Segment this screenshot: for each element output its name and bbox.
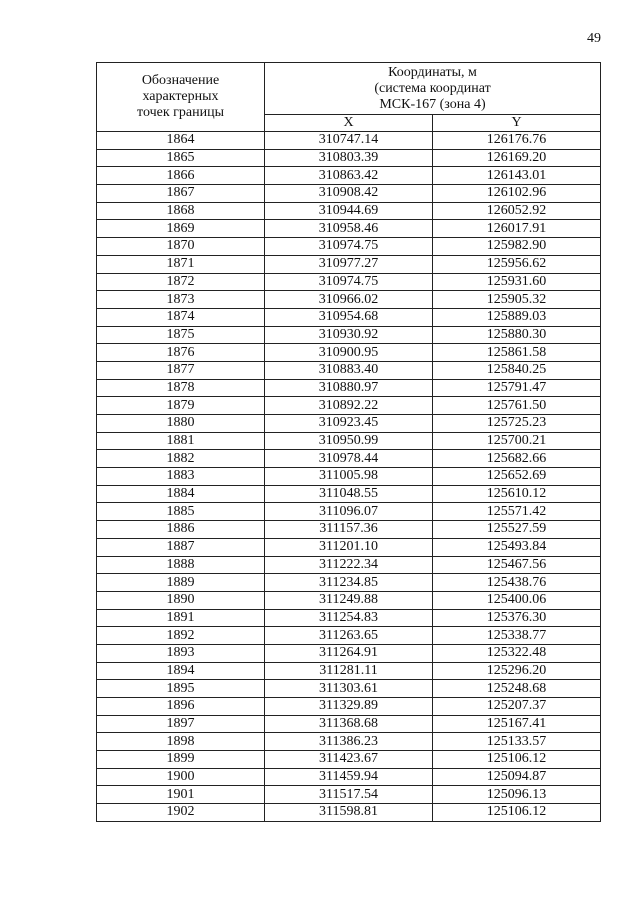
cell-point-id: 1866 (97, 167, 265, 185)
cell-point-id: 1871 (97, 255, 265, 273)
cell-x: 311201.10 (265, 538, 433, 556)
cell-y: 125096.13 (433, 786, 601, 804)
cell-y: 125167.41 (433, 715, 601, 733)
cell-point-id: 1880 (97, 415, 265, 433)
cell-y: 125493.84 (433, 538, 601, 556)
cell-x: 311234.85 (265, 574, 433, 592)
cell-y: 125094.87 (433, 768, 601, 786)
table-row (97, 804, 601, 822)
cell-y: 125106.12 (433, 804, 601, 822)
cell-x: 310900.95 (265, 344, 433, 362)
cell-point-id: 1896 (97, 698, 265, 716)
cell-point-id: 1887 (97, 538, 265, 556)
cell-point-id: 1874 (97, 308, 265, 326)
cell-y: 125467.56 (433, 556, 601, 574)
cell-point-id: 1893 (97, 644, 265, 662)
cell-point-id: 1901 (97, 786, 265, 804)
cell-x: 311222.34 (265, 556, 433, 574)
table-row (97, 308, 601, 326)
table-row (97, 556, 601, 574)
cell-y: 126143.01 (433, 167, 601, 185)
cell-y: 126169.20 (433, 149, 601, 167)
cell-y: 125610.12 (433, 485, 601, 503)
cell-y: 125791.47 (433, 379, 601, 397)
cell-x: 311157.36 (265, 521, 433, 539)
cell-point-id: 1892 (97, 627, 265, 645)
cell-point-id: 1868 (97, 202, 265, 220)
cell-x: 310892.22 (265, 397, 433, 415)
cell-y: 126052.92 (433, 202, 601, 220)
table-row (97, 680, 601, 698)
table-row (97, 344, 601, 362)
cell-y: 125880.30 (433, 326, 601, 344)
table-row (97, 503, 601, 521)
cell-point-id: 1891 (97, 609, 265, 627)
table-row (97, 521, 601, 539)
cell-point-id: 1886 (97, 521, 265, 539)
cell-x: 310950.99 (265, 432, 433, 450)
cell-y: 125861.58 (433, 344, 601, 362)
cell-x: 311264.91 (265, 644, 433, 662)
cell-x: 310930.92 (265, 326, 433, 344)
cell-y: 125438.76 (433, 574, 601, 592)
cell-x: 310863.42 (265, 167, 433, 185)
cell-y: 125652.69 (433, 468, 601, 486)
table-row (97, 415, 601, 433)
cell-y: 125682.66 (433, 450, 601, 468)
cell-y: 125571.42 (433, 503, 601, 521)
table-row (97, 326, 601, 344)
cell-point-id: 1883 (97, 468, 265, 486)
cell-x: 310966.02 (265, 291, 433, 309)
cell-y: 125761.50 (433, 397, 601, 415)
cell-point-id: 1884 (97, 485, 265, 503)
cell-x: 310803.39 (265, 149, 433, 167)
cell-y: 125840.25 (433, 361, 601, 379)
cell-point-id: 1878 (97, 379, 265, 397)
table-row (97, 220, 601, 238)
cell-x: 311459.94 (265, 768, 433, 786)
table-row (97, 361, 601, 379)
cell-y: 125905.32 (433, 291, 601, 309)
cell-x: 311598.81 (265, 804, 433, 822)
cell-x: 310944.69 (265, 202, 433, 220)
cell-point-id: 1898 (97, 733, 265, 751)
cell-point-id: 1879 (97, 397, 265, 415)
cell-x: 311263.65 (265, 627, 433, 645)
cell-x: 311423.67 (265, 751, 433, 769)
page-number: 49 (587, 31, 601, 46)
cell-x: 310974.75 (265, 238, 433, 256)
header-label-line3: точек границы (137, 105, 224, 120)
cell-y: 125700.21 (433, 432, 601, 450)
cell-x: 310880.97 (265, 379, 433, 397)
cell-y: 126176.76 (433, 132, 601, 150)
table-row (97, 149, 601, 167)
cell-point-id: 1882 (97, 450, 265, 468)
table-row (97, 662, 601, 680)
table-row (97, 432, 601, 450)
table-row (97, 627, 601, 645)
cell-x: 310977.27 (265, 255, 433, 273)
header-coords-line2: (система координат (374, 80, 491, 96)
cell-x: 311249.88 (265, 591, 433, 609)
cell-x: 310747.14 (265, 132, 433, 150)
cell-x: 311254.83 (265, 609, 433, 627)
cell-y: 125527.59 (433, 521, 601, 539)
cell-point-id: 1888 (97, 556, 265, 574)
table-row (97, 167, 601, 185)
cell-point-id: 1885 (97, 503, 265, 521)
table-row (97, 379, 601, 397)
coordinates-table (96, 62, 601, 822)
table-row (97, 574, 601, 592)
table-row (97, 609, 601, 627)
table-body (97, 132, 601, 822)
cell-x: 311096.07 (265, 503, 433, 521)
cell-point-id: 1897 (97, 715, 265, 733)
cell-point-id: 1877 (97, 361, 265, 379)
table-row (97, 715, 601, 733)
table-row (97, 538, 601, 556)
cell-y: 126102.96 (433, 185, 601, 203)
cell-x: 310954.68 (265, 308, 433, 326)
cell-y: 125931.60 (433, 273, 601, 291)
header-label-line2: характерных (142, 89, 219, 104)
cell-y: 126017.91 (433, 220, 601, 238)
cell-y: 125982.90 (433, 238, 601, 256)
cell-y: 125207.37 (433, 698, 601, 716)
cell-x: 311368.68 (265, 715, 433, 733)
header-coords-line3: МСК-167 (зона 4) (379, 96, 486, 112)
cell-x: 311303.61 (265, 680, 433, 698)
cell-point-id: 1890 (97, 591, 265, 609)
table-row (97, 733, 601, 751)
cell-point-id: 1899 (97, 751, 265, 769)
cell-y: 125889.03 (433, 308, 601, 326)
cell-y: 125338.77 (433, 627, 601, 645)
table-row (97, 185, 601, 203)
header-y: Y (433, 115, 601, 132)
table-row (97, 698, 601, 716)
cell-point-id: 1865 (97, 149, 265, 167)
cell-x: 310883.40 (265, 361, 433, 379)
cell-point-id: 1900 (97, 768, 265, 786)
table-row (97, 132, 601, 150)
header-label-line1: Обозначение (141, 73, 220, 88)
cell-x: 310908.42 (265, 185, 433, 203)
table-row (97, 238, 601, 256)
table-row (97, 786, 601, 804)
cell-point-id: 1881 (97, 432, 265, 450)
cell-point-id: 1872 (97, 273, 265, 291)
cell-x: 311005.98 (265, 468, 433, 486)
cell-y: 125106.12 (433, 751, 601, 769)
cell-x: 311281.11 (265, 662, 433, 680)
cell-y: 125322.48 (433, 644, 601, 662)
cell-point-id: 1889 (97, 574, 265, 592)
cell-x: 310958.46 (265, 220, 433, 238)
cell-y: 125376.30 (433, 609, 601, 627)
cell-y: 125725.23 (433, 415, 601, 433)
table-row (97, 468, 601, 486)
cell-x: 311517.54 (265, 786, 433, 804)
cell-x: 310974.75 (265, 273, 433, 291)
table-header (97, 63, 601, 132)
table-row (97, 485, 601, 503)
cell-point-id: 1876 (97, 344, 265, 362)
header-coordinates (265, 63, 601, 115)
table-row (97, 291, 601, 309)
cell-point-id: 1875 (97, 326, 265, 344)
cell-x: 311386.23 (265, 733, 433, 751)
cell-y: 125956.62 (433, 255, 601, 273)
cell-y: 125133.57 (433, 733, 601, 751)
table-row (97, 644, 601, 662)
table-row (97, 751, 601, 769)
table-row (97, 591, 601, 609)
table-row (97, 273, 601, 291)
header-coords-line1: Координаты, м (388, 64, 477, 80)
cell-y: 125296.20 (433, 662, 601, 680)
header-x: X (265, 115, 433, 132)
cell-point-id: 1895 (97, 680, 265, 698)
cell-x: 310978.44 (265, 450, 433, 468)
table-row (97, 255, 601, 273)
cell-y: 125248.68 (433, 680, 601, 698)
table-row (97, 768, 601, 786)
cell-point-id: 1867 (97, 185, 265, 203)
table-row (97, 397, 601, 415)
header-point-label (97, 63, 265, 132)
cell-point-id: 1894 (97, 662, 265, 680)
cell-y: 125400.06 (433, 591, 601, 609)
cell-x: 311329.89 (265, 698, 433, 716)
cell-x: 311048.55 (265, 485, 433, 503)
cell-point-id: 1864 (97, 132, 265, 150)
table-row (97, 450, 601, 468)
cell-point-id: 1902 (97, 804, 265, 822)
cell-point-id: 1869 (97, 220, 265, 238)
cell-point-id: 1873 (97, 291, 265, 309)
cell-point-id: 1870 (97, 238, 265, 256)
cell-x: 310923.45 (265, 415, 433, 433)
table-row (97, 202, 601, 220)
